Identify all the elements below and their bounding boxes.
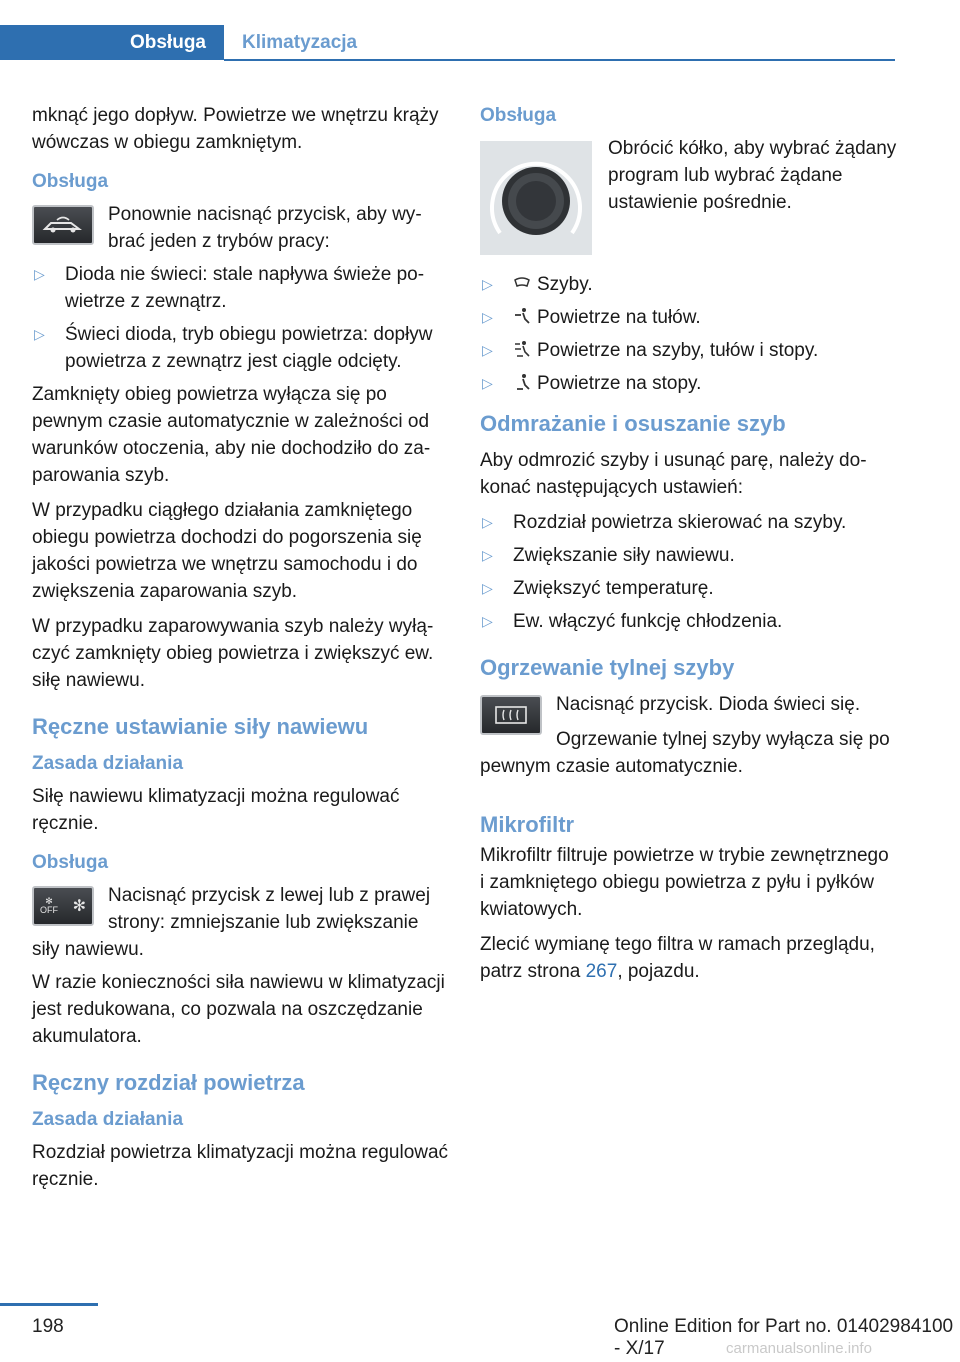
page-number: 198 <box>32 1316 64 1337</box>
subheading-zasada: Zasada działania <box>32 753 184 774</box>
obsluga-right-text: Obrócić kółko, aby wybrać żądany program lub wybrać żądane ustawienie pośrednie. <box>608 138 897 213</box>
windshield-icon <box>513 273 531 291</box>
paragraph: Rozdział powietrza klimatyzacji można regulować ręcznie. <box>32 1142 449 1190</box>
recirculation-modes-list <box>32 261 450 375</box>
ogrz-text-1: Nacisnąć przycisk. Dioda świeci się. <box>556 694 861 715</box>
header-tabs <box>0 25 895 60</box>
paragraph: W przypadku ciągłego działania zamkniętego obiegu powietrza dochodzi do pogorszenia się jakości powietrza we wnętrzu samochodu i do zwiększenia zaparowania szyb. <box>32 500 422 602</box>
defrost-steps-list <box>480 509 898 635</box>
left-column <box>32 102 450 1201</box>
bullet-icon: ▷ <box>482 580 493 596</box>
tab-klimatyzacja: Klimatyzacja <box>242 31 358 53</box>
bullet-icon: ▷ <box>34 326 45 342</box>
ogrz-text-2: Ogrzewanie tylnej szyby wyłącza się po pewnym czasie automatycznie. <box>480 729 890 777</box>
seat-upper-body-icon <box>513 306 531 324</box>
paragraph: Siłę nawiewu klimatyzacji można regulować ręcznie. <box>32 786 400 834</box>
heading-mikrofiltr: Mikrofiltr <box>480 812 575 837</box>
paragraph: W razie konieczności siła nawiewu w klimatyzacji jest redukowana, co pozwala na oszczędzanie akumulatora. <box>32 972 445 1047</box>
intro-paragraph: mknąć jego dopływ. Powietrze we wnętrzu krąży wówczas w obiegu zamkniętym. <box>32 105 439 153</box>
rear-heating-block <box>480 691 898 788</box>
distribution-block <box>480 135 898 261</box>
heading-odmrazanie: Odmrażanie i osuszanie szyb <box>480 411 786 436</box>
recirculation-button-icon <box>32 205 94 245</box>
seat-feet-icon <box>513 372 531 390</box>
paragraph: Zamknięty obieg powietrza wyłącza się po pewnym czasie automatycznie w zależności od warunków otoczenia, aby nie dochodziło do zaparowania szyb. <box>32 384 431 486</box>
paragraph: Aby odmrozić szyby i usunąć parę, należy dokonać następujących ustawień: <box>480 450 867 498</box>
bullet-icon: ▷ <box>482 309 493 325</box>
bullet-icon: ▷ <box>34 266 45 282</box>
list-item: ▷ Zwiększanie siły nawiewu. <box>480 542 898 569</box>
list-item: ▷ Rozdział powietrza skierować na szyby. <box>480 509 898 536</box>
subheading-obsluga: Obsługa <box>32 852 109 873</box>
fan-button-icon: ✻ OFF ✻ <box>32 886 94 926</box>
paragraph: Zlecić wymianę tego filtra w ramach przeglądu, patrz strona 267, pojazdu. <box>480 934 875 982</box>
heading-ogrzewanie: Ogrzewanie tylnej szyby <box>480 655 735 680</box>
edition-text: Online Edition for Part no. 01402984100 - X/17 <box>614 1316 954 1359</box>
subheading-zasada: Zasada działania <box>32 1109 184 1130</box>
subheading-obsluga: Obsługa <box>32 171 109 192</box>
bullet-icon: ▷ <box>482 613 493 629</box>
list-item: ▷ Powietrze na stopy. <box>480 370 898 397</box>
bullet-icon: ▷ <box>482 375 493 391</box>
obsluga1-text: Ponownie nacisnąć przycisk, aby wybrać jeden z trybów pracy: <box>108 204 422 252</box>
header-rule <box>224 59 895 61</box>
recirculation-block <box>32 201 450 255</box>
bullet-icon: ▷ <box>482 276 493 292</box>
paragraph: W przypadku zaparowywania szyb należy wyłączyć zamknięty obieg powietrza i zwiększyć ew. siłę nawiewu. <box>32 616 434 691</box>
list-item: ▷ Powietrze na szyby, tułów i stopy. <box>480 337 898 364</box>
bullet-icon: ▷ <box>482 547 493 563</box>
bullet-icon: ▷ <box>482 342 493 358</box>
obsluga2-text: Nacisnąć przycisk z lewej lub z prawej strony: zmniejszanie lub zwiększanie siły nawiewu. <box>32 885 431 960</box>
tab-obsluga: Obsługa <box>0 25 224 60</box>
list-item: ▷ Dioda nie świeci: stale napływa świeże powietrze z zewnątrz. <box>32 261 450 315</box>
paragraph: Mikrofiltr filtruje powietrze w trybie zewnętrznego i zamkniętego obiegu powietrza z pyłu i pyłków kwiatowych. <box>480 845 889 920</box>
footer-rule <box>0 1303 98 1306</box>
rear-window-heating-button-icon <box>480 695 542 735</box>
list-item: ▷ Świeci dioda, tryb obiegu powietrza: dopływ powietrza z zewnątrz jest ciągle odcięty. <box>32 321 450 375</box>
subheading-obsluga: Obsługa <box>480 105 557 126</box>
list-item: ▷ Ew. włączyć funkcję chłodzenia. <box>480 608 898 635</box>
right-column <box>480 102 898 993</box>
bullet-icon: ▷ <box>482 514 493 530</box>
air-distribution-knob-icon <box>480 141 592 255</box>
page-link[interactable]: 267 <box>585 961 618 982</box>
list-item: ▷ Szyby. <box>480 271 898 298</box>
air-modes-list <box>480 271 898 397</box>
list-item: ▷ Powietrze na tułów. <box>480 304 898 331</box>
fan-block <box>32 882 450 963</box>
list-item: ▷ Zwiększyć temperaturę. <box>480 575 898 602</box>
heading-reczny-rozdzial: Ręczny rozdział powietrza <box>32 1070 305 1095</box>
heading-reczne-ustawianie: Ręczne ustawianie siły nawiewu <box>32 714 369 739</box>
watermark: carmanualsonline.info <box>726 1340 872 1357</box>
seat-all-icon <box>513 339 531 357</box>
